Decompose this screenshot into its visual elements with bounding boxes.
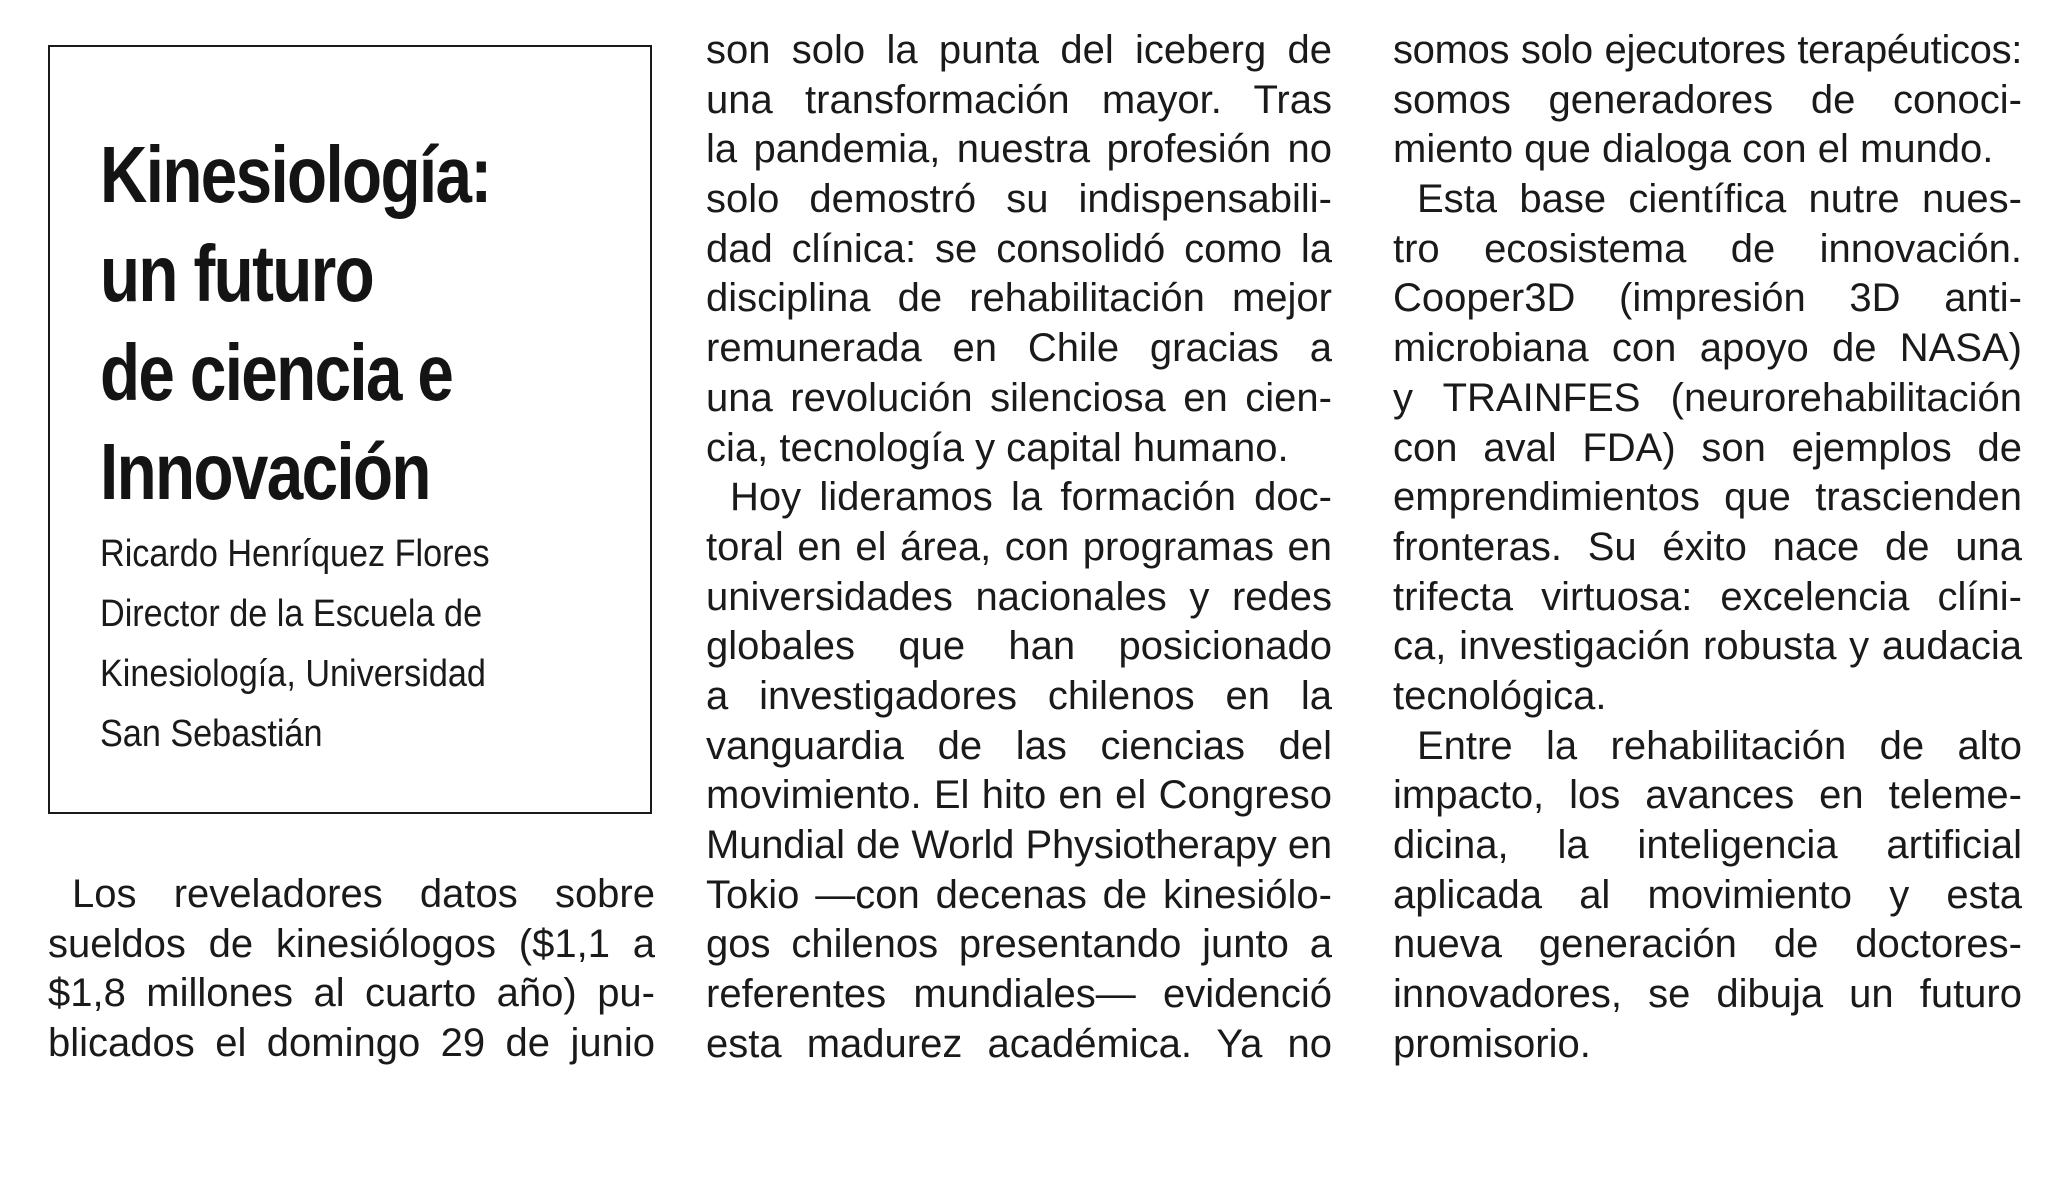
text-line: son solo la punta del iceberg de: [706, 28, 1332, 72]
text-line: a investigadores chilenos en la: [706, 673, 1332, 718]
text-line: una revolución silenciosa en cien-: [706, 375, 1332, 420]
article-headline: [100, 125, 543, 521]
text-line: miento que dialoga con el mundo.: [1393, 127, 1994, 172]
text-line: somos solo ejecutores terapéuticos:: [1393, 28, 2022, 72]
text-line: tecnológica.: [1393, 673, 1607, 718]
text-line: Esta base científica nutre nues-: [1417, 177, 2022, 222]
text-line: fronteras. Su éxito nace de una: [1393, 524, 2022, 569]
text-line: $1,8 millones al cuarto año) pu-: [48, 971, 655, 1016]
text-line: solo demostró su indispensabili-: [706, 177, 1332, 222]
text-line: Tokio —con decenas de kinesiólo-: [706, 872, 1332, 917]
headline-line: Innovación: [100, 427, 430, 516]
text-line: Cooper3D (impresión 3D anti-: [1393, 276, 2022, 321]
author-byline: [100, 524, 660, 764]
author-title: Director de la Escuela de: [100, 593, 483, 635]
text-line: sueldos de kinesiólogos ($1,1 a: [48, 921, 655, 966]
text-line: tro ecosistema de innovación.: [1393, 226, 2022, 271]
text-line: impacto, los avances en teleme-: [1393, 773, 2022, 818]
text-line: ca, investigación robusta y audacia: [1393, 624, 2022, 669]
text-line: esta madurez académica. Ya no: [706, 1021, 1332, 1066]
text-line: movimiento. El hito en el Congreso: [706, 773, 1332, 818]
text-line: globales que han posicionado: [706, 624, 1332, 669]
author-title: Kinesiología, Universidad: [100, 653, 486, 695]
headline-line: de ciencia e: [100, 328, 453, 417]
text-line: blicados el domingo 29 de junio: [48, 1021, 655, 1066]
headline-box: [48, 45, 652, 814]
text-line: dad clínica: se consolidó como la: [706, 226, 1332, 271]
text-line: somos generadores de conoci-: [1393, 77, 2022, 122]
text-line: gos chilenos presentando junto a: [706, 922, 1332, 967]
text-line: disciplina de rehabilitación mejor: [706, 276, 1332, 321]
text-line: remunerada en Chile gracias a: [706, 326, 1332, 371]
author-affiliation: San Sebastián: [100, 713, 323, 755]
text-line: trifecta virtuosa: excelencia clíni-: [1393, 574, 2022, 619]
text-line: universidades nacionales y redes: [706, 574, 1332, 619]
text-line: la pandemia, nuestra profesión no: [706, 127, 1332, 172]
text-line: cia, tecnología y capital humano.: [706, 425, 1289, 470]
text-line: dicina, la inteligencia artificial: [1393, 823, 2022, 867]
text-line: microbiana con apoyo de NASA): [1393, 326, 2022, 371]
text-line: toral en el área, con programas en: [706, 524, 1332, 569]
text-line: una transformación mayor. Tras: [706, 77, 1332, 122]
text-column-1: [48, 870, 655, 1069]
text-column-2: [706, 26, 1332, 1069]
text-line: con aval FDA) son ejemplos de: [1393, 425, 2022, 470]
text-line: nueva generación de doctores-: [1393, 922, 2022, 967]
text-line: Hoy lideramos la formación doc-: [730, 475, 1332, 520]
text-line: y TRAINFES (neurorehabilitación: [1393, 375, 2022, 420]
headline-line: Kinesiología:: [100, 130, 491, 219]
author-name: Ricardo Henríquez Flores: [100, 533, 490, 575]
text-line: innovadores, se dibuja un futuro: [1393, 972, 2022, 1017]
text-line: emprendimientos que trascienden: [1393, 475, 2022, 520]
text-line: aplicada al movimiento y esta: [1393, 872, 2022, 917]
text-line: Mundial de World Physiotherapy en: [706, 823, 1332, 867]
text-line: Entre la rehabilitación de alto: [1417, 723, 2022, 768]
text-column-3: [1393, 26, 2022, 1069]
text-line: referentes mundiales— evidenció: [706, 972, 1332, 1017]
text-line: promisorio.: [1393, 1021, 1591, 1066]
text-line: vanguardia de las ciencias del: [706, 723, 1332, 768]
headline-line: un futuro: [100, 229, 374, 318]
text-line: Los reveladores datos sobre: [72, 872, 655, 916]
